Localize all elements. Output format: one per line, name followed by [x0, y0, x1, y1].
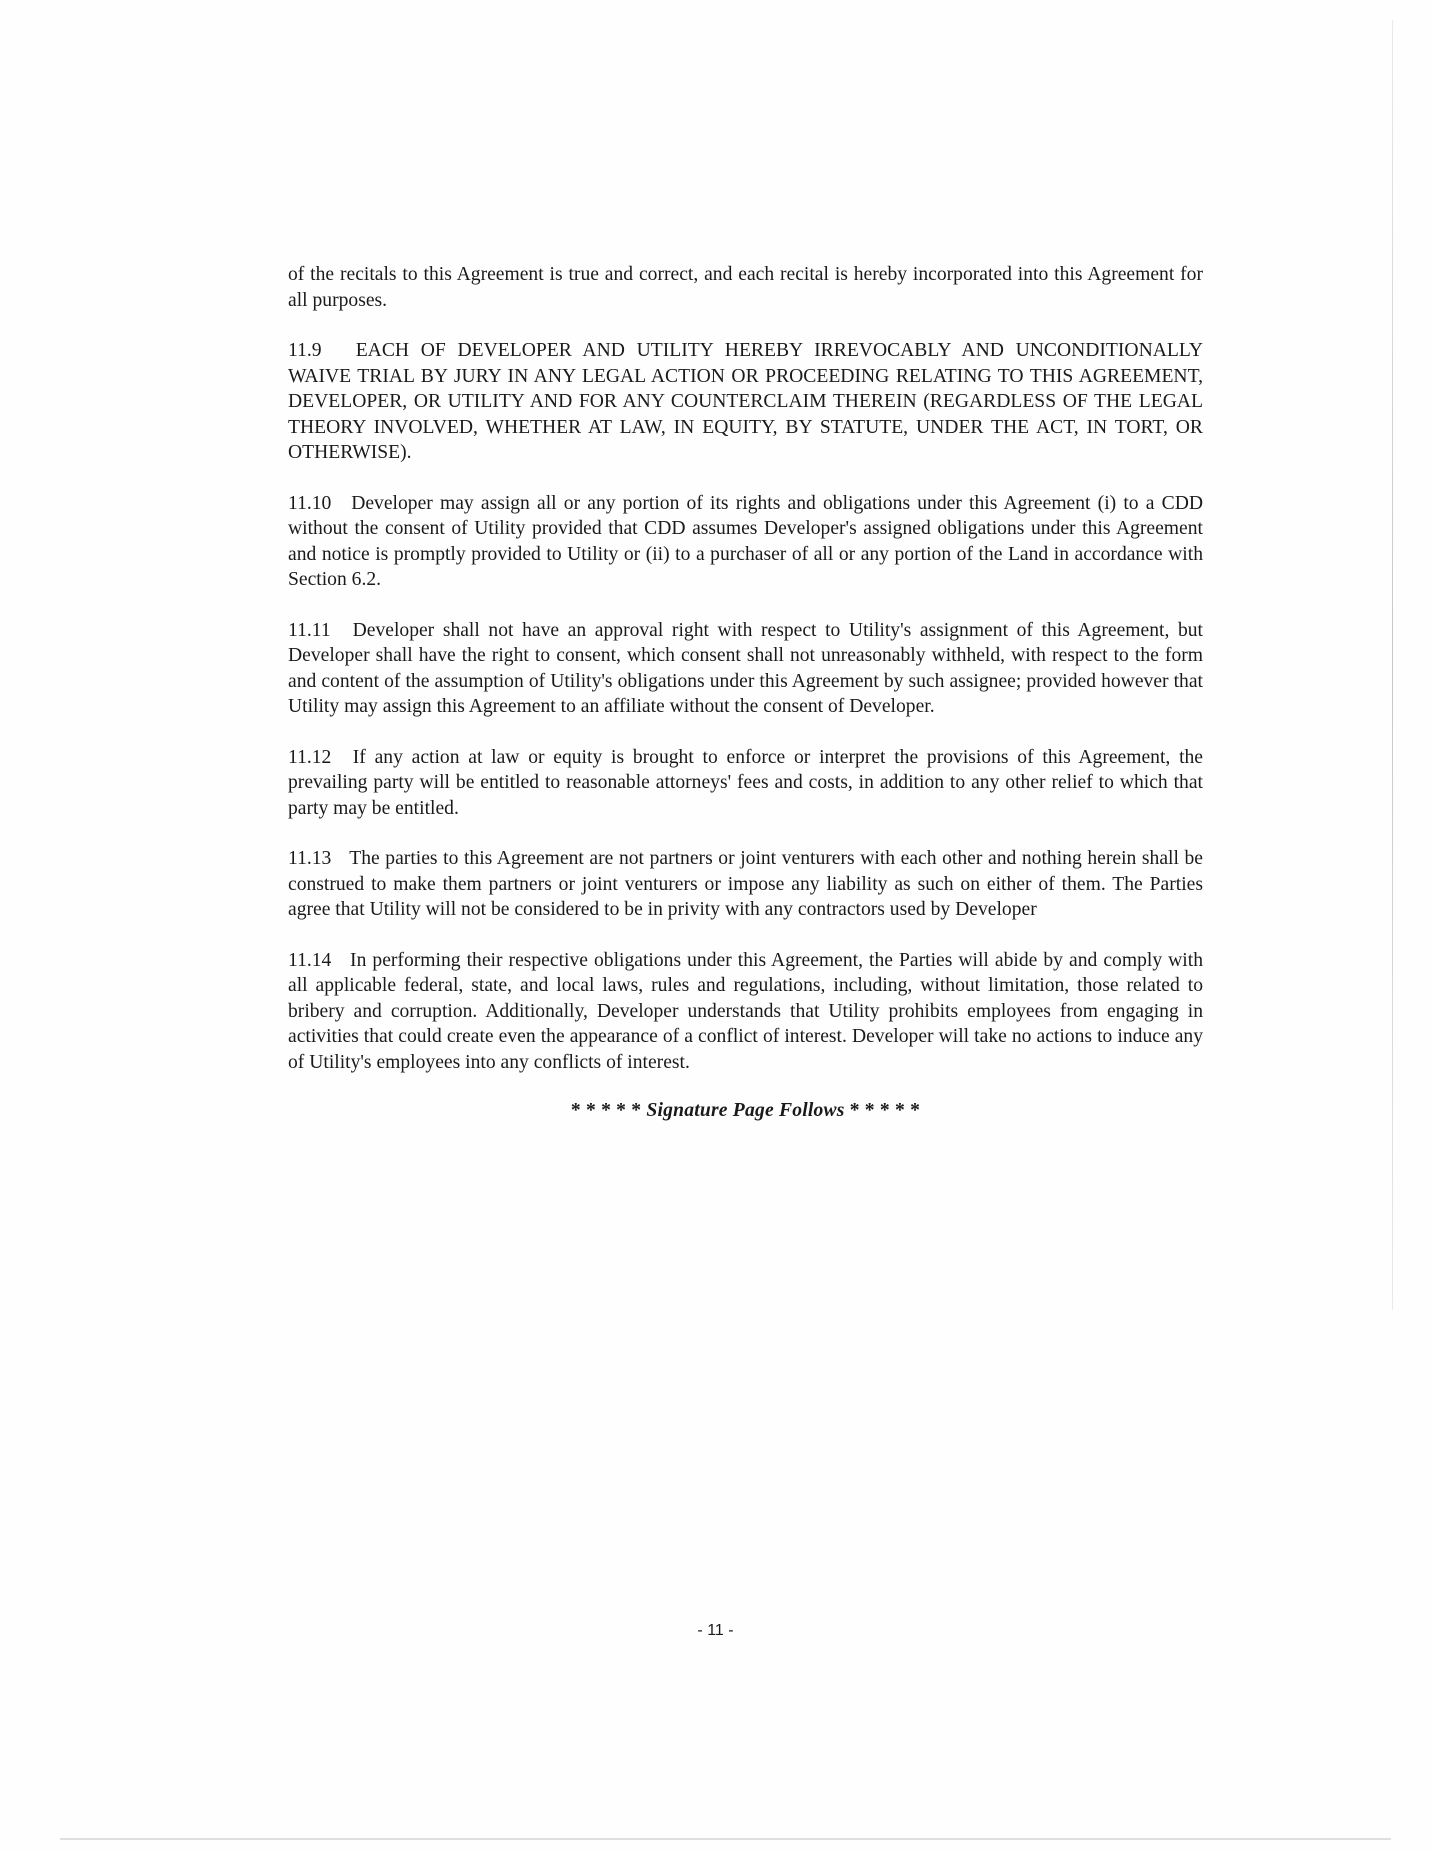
paragraph-11-14: [288, 948, 1203, 1076]
scan-bottom-edge: [60, 1838, 1391, 1840]
paragraph-11-13: [288, 846, 1203, 923]
stars-left: * * * * *: [570, 1100, 642, 1121]
page-number: - 11 -: [697, 1622, 734, 1639]
section-number: 11.12: [288, 746, 332, 768]
paragraph-text: of the recitals to this Agreement is true and correct, and each recital is hereby incorporated into this Agreement for all purposes.: [288, 264, 1203, 311]
paragraph-text: EACH OF DEVELOPER AND UTILITY HEREBY IRREVOCABLY AND UNCONDITIONALLY WAIVE TRIAL BY JURY IN ANY LEGAL ACTION OR PROCEEDING RELATING TO THIS AGREEMENT, DEVELOPER, OR UTILITY AND FOR ANY COUNTERCLAIM THEREIN (REGARDLESS OF THE LEGAL THEORY INVOLVED, WHETHER AT LAW, IN EQUITY, BY STATUTE, UNDER THE ACT, IN TORT, OR OTHERWISE).: [288, 340, 1203, 463]
paragraph-recitals: [288, 262, 1203, 313]
section-number: 11.13: [288, 848, 332, 869]
paragraph-text: The parties to this Agreement are not partners or joint venturers with each other and nothing herein shall be construed to make them partners or joint venturers or impose any liability as such on either of them. The Parties agree that Utility will not be considered to be in privity with any contractors used by Developer: [288, 848, 1203, 920]
stars-right: * * * * *: [849, 1100, 921, 1121]
signature-page-notice: [288, 1100, 1203, 1122]
section-number: 11.14: [288, 949, 332, 971]
paragraph-11-11: [288, 618, 1203, 720]
paragraph-11-9: [288, 338, 1203, 466]
paragraph-11-12: [288, 745, 1203, 822]
paragraph-11-10: [288, 491, 1203, 593]
paragraph-text: Developer shall not have an approval right with respect to Utility's assignment of this Agreement, but Developer shall have the right to consent, which consent shall not unreasonably withheld, with respect to the form and content of the assumption of Utility's obligations under this Agreement by such assignee; provided however that Utility may assign this Agreement to an affiliate without the consent of Developer.: [288, 619, 1203, 717]
signature-page-label: Signature Page Follows: [646, 1100, 845, 1121]
section-number: 11.11: [288, 619, 331, 641]
paragraph-text: If any action at law or equity is brought to enforce or interpret the provisions of this Agreement, the prevailing party will be entitled to reasonable attorneys' fees and costs, in addition to any other relief to which that party may be entitled.: [288, 746, 1204, 819]
paragraph-text: Developer may assign all or any portion of its rights and obligations under this Agreement (i) to a CDD without the consent of Utility provided that CDD assumes Developer's assigned obligations under this Agreement and notice is promptly provided to Utility or (ii) to a purchaser of all or any portion of the Land in accordance with Section 6.2.: [288, 492, 1203, 590]
paragraph-text: In performing their respective obligations under this Agreement, the Parties will abide by and comply with all applicable federal, state, and local laws, rules and regulations, including, without limitation, those related to bribery and corruption. Additionally, Developer understands that Utility prohibits employees from engaging in activities that could create even the appearance of a conflict of interest. Developer will take no actions to induce any of Utility's employees into any conflicts of interest.: [288, 949, 1203, 1073]
document-body: [288, 262, 1203, 1122]
section-number: 11.9: [288, 340, 322, 361]
scan-edge-mark: [1392, 20, 1393, 1310]
section-number: 11.10: [288, 492, 332, 514]
